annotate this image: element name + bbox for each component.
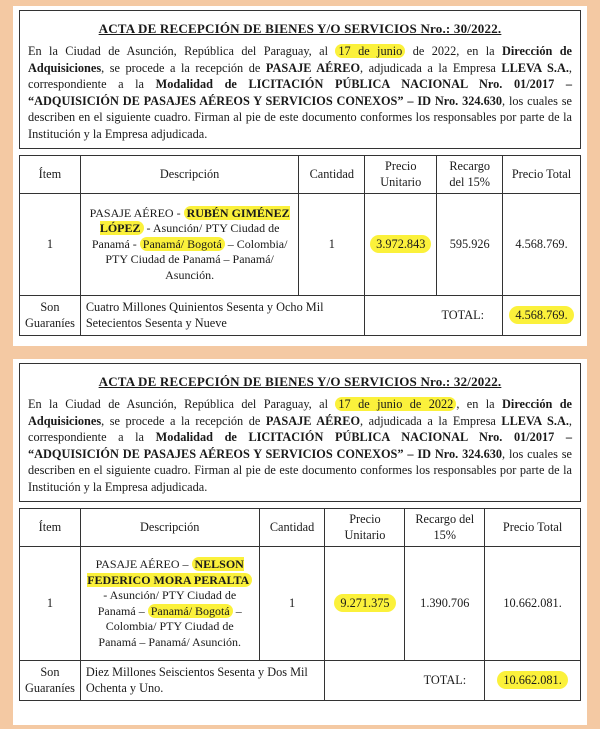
words-label-cell: Son Guaraníes xyxy=(20,661,81,701)
route-highlight: Panamá/ Bogotá xyxy=(140,237,225,251)
description-cell: PASAJE AÉREO - RUBÉN GIMÉNEZ LÓPEZ - Asunción/ PTY Ciudad de Panamá - Panamá/ Bogotá – Colombia/ PTY Ciudad de Panamá – Panamá/ Asunción. xyxy=(80,194,299,296)
header-surcharge: Recargo del 15% xyxy=(437,156,503,194)
acta-title: ACTA DE RECEPCIÓN DE BIENES Y/O SERVICIOS Nro.: 30/2022. xyxy=(98,21,502,36)
acta-document-32 xyxy=(13,359,587,725)
item-cell: 1 xyxy=(20,547,81,661)
total-value-cell xyxy=(503,296,581,336)
unit-price-highlight: 9.271.375 xyxy=(334,594,395,612)
quantity-cell: 1 xyxy=(299,194,365,296)
header-quantity: Cantidad xyxy=(259,509,325,547)
header-total-price: Precio Total xyxy=(485,509,581,547)
date-highlight: 17 de junio de 2022 xyxy=(335,397,456,411)
table-row xyxy=(20,194,581,296)
total-row xyxy=(20,661,581,701)
words-label-cell: Son Guaraníes xyxy=(20,296,81,336)
acta-header-box xyxy=(19,363,581,502)
date-highlight: 17 de junio xyxy=(335,44,405,58)
total-label: TOTAL: xyxy=(325,661,485,701)
item-cell: 1 xyxy=(20,194,81,296)
surcharge-cell: 595.926 xyxy=(437,194,503,296)
acta-intro-paragraph: En la Ciudad de Asunción, República del Paraguay, al 17 de junio de 2022 , en la Dirección de Adquisiciones, se procede a la recepción de PASAJE AÉREO, adjudicada a la Empresa LLEVA S.A., correspondiente a la Modalidad de LICITACIÓN PÚBLICA NACIONAL Nro. 01/2017 – “ADQUISICIÓN DE PASAJES AÉREOS Y SERVICIOS CONEXOS” – ID Nro. 324.630, los cuales se describen en el siguiente cuadro. Firman al pie de este documento conformes los responsables por parte de la Institución y la Empresa adjudicada. xyxy=(28,397,573,494)
reception-table xyxy=(19,155,581,336)
total-value-highlight: 4.568.769. xyxy=(509,306,573,324)
description-cell: PASAJE AÉREO – NELSON FEDERICO MORA PERALTA - Asunción/ PTY Ciudad de Panamá – Panamá/ Bogotá – Colombia/ PTY Ciudad de Panamá – Panamá/ Asunción. xyxy=(80,547,259,661)
table-header-row xyxy=(20,509,581,547)
acta-intro-paragraph: En la Ciudad de Asunción, República del Paraguay, al 17 de junio de 2022, en la Dirección de Adquisiciones, se procede a la recepción de PASAJE AÉREO, adjudicada a la Empresa LLEVA S.A., correspondiente a la Modalidad de LICITACIÓN PÚBLICA NACIONAL Nro. 01/2017 – “ADQUISICIÓN DE PASAJES AÉREOS Y SERVICIOS CONEXOS” – ID Nro. 324.630, los cuales se describen en el siguiente cuadro. Firman al pie de este documento conformes los responsables por parte de la Institución y la Empresa adjudicada. xyxy=(28,44,572,141)
surcharge-cell: 1.390.706 xyxy=(405,547,485,661)
table-header-row xyxy=(20,156,581,194)
passenger-highlight: NELSON FEDERICO MORA PERALTA xyxy=(87,557,252,587)
unit-price-cell xyxy=(325,547,405,661)
amount-in-words: Cuatro Millones Quinientos Sesenta y Ocho Mil Setecientos Sesenta y Nueve xyxy=(80,296,364,336)
table-row xyxy=(20,547,581,661)
header-surcharge: Recargo del 15% xyxy=(405,509,485,547)
quantity-cell: 1 xyxy=(259,547,325,661)
route-highlight: Panamá/ Bogotá xyxy=(148,604,233,618)
acta-title: ACTA DE RECEPCIÓN DE BIENES Y/O SERVICIOS Nro.: 32/2022. xyxy=(98,374,502,389)
header-description: Descripción xyxy=(80,509,259,547)
total-value-cell xyxy=(485,661,581,701)
total-price-cell: 4.568.769. xyxy=(503,194,581,296)
total-label: TOTAL: xyxy=(365,296,503,336)
header-quantity: Cantidad xyxy=(299,156,365,194)
passenger-highlight: RUBÉN GIMÉNEZ LÓPEZ xyxy=(99,205,290,236)
unit-price-highlight: 3.972.843 xyxy=(370,235,431,253)
total-row xyxy=(20,296,581,336)
unit-price-cell xyxy=(365,194,437,296)
amount-in-words: Diez Millones Seiscientos Sesenta y Dos Mil Ochenta y Uno. xyxy=(80,661,325,701)
header-unit-price: Precio Unitario xyxy=(325,509,405,547)
total-price-cell: 10.662.081. xyxy=(485,547,581,661)
header-unit-price: Precio Unitario xyxy=(365,156,437,194)
reception-table xyxy=(19,508,581,701)
acta-header-box xyxy=(19,10,581,149)
header-description: Descripción xyxy=(80,156,299,194)
acta-document-30 xyxy=(13,6,587,346)
header-total-price: Precio Total xyxy=(503,156,581,194)
header-item: Ítem xyxy=(20,156,81,194)
total-value-highlight: 10.662.081. xyxy=(497,671,567,689)
header-item: Ítem xyxy=(20,509,81,547)
